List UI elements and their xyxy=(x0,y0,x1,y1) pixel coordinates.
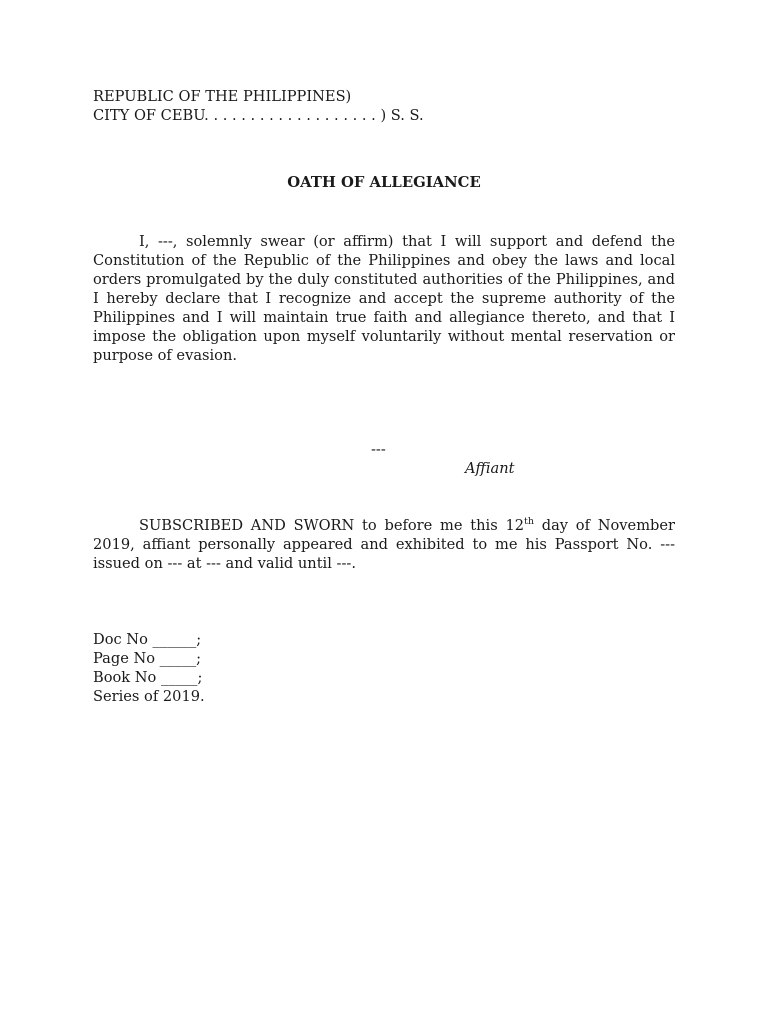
jurat-text-end: day of November 2019, affiant personally appeared and exhibited to me his Passport No. --- issued on --- at --- and valid until ---. xyxy=(93,517,675,572)
ordinal-suffix: th xyxy=(524,516,534,528)
affiant-label: Affiant xyxy=(465,460,515,477)
document-title: OATH OF ALLEGIANCE xyxy=(287,174,481,191)
signature-line: --- xyxy=(371,441,386,458)
series-year: Series of 2019. xyxy=(93,688,205,705)
notarial-register xyxy=(93,630,205,706)
jurat-text-start: SUBSCRIBED AND SWORN to before me this 12 xyxy=(139,517,525,534)
oath-paragraph: I, ---, solemnly swear (or affirm) that I will support and defend the Constitution of the Republic of the Philippines and obey the laws and local orders promulgated by the duly constituted authorities of the Philippines, and I hereby declare that I recognize and accept the supreme authority of the Philippines and I will maintain true faith and allegiance thereto, and that I impose the obligation upon myself voluntarily without mental reservation or purpose of evasion. xyxy=(93,233,675,364)
venue-block xyxy=(93,87,424,125)
jurat-paragraph xyxy=(93,516,675,573)
venue-city: CITY OF CEBU. . . . . . . . . . . . . . . . . . . ) S. S. xyxy=(93,107,424,124)
doc-number: Doc No ______; xyxy=(93,631,202,648)
page-number: Page No _____; xyxy=(93,650,202,667)
book-number: Book No _____; xyxy=(93,669,203,686)
venue-country: REPUBLIC OF THE PHILIPPINES) xyxy=(93,88,352,105)
